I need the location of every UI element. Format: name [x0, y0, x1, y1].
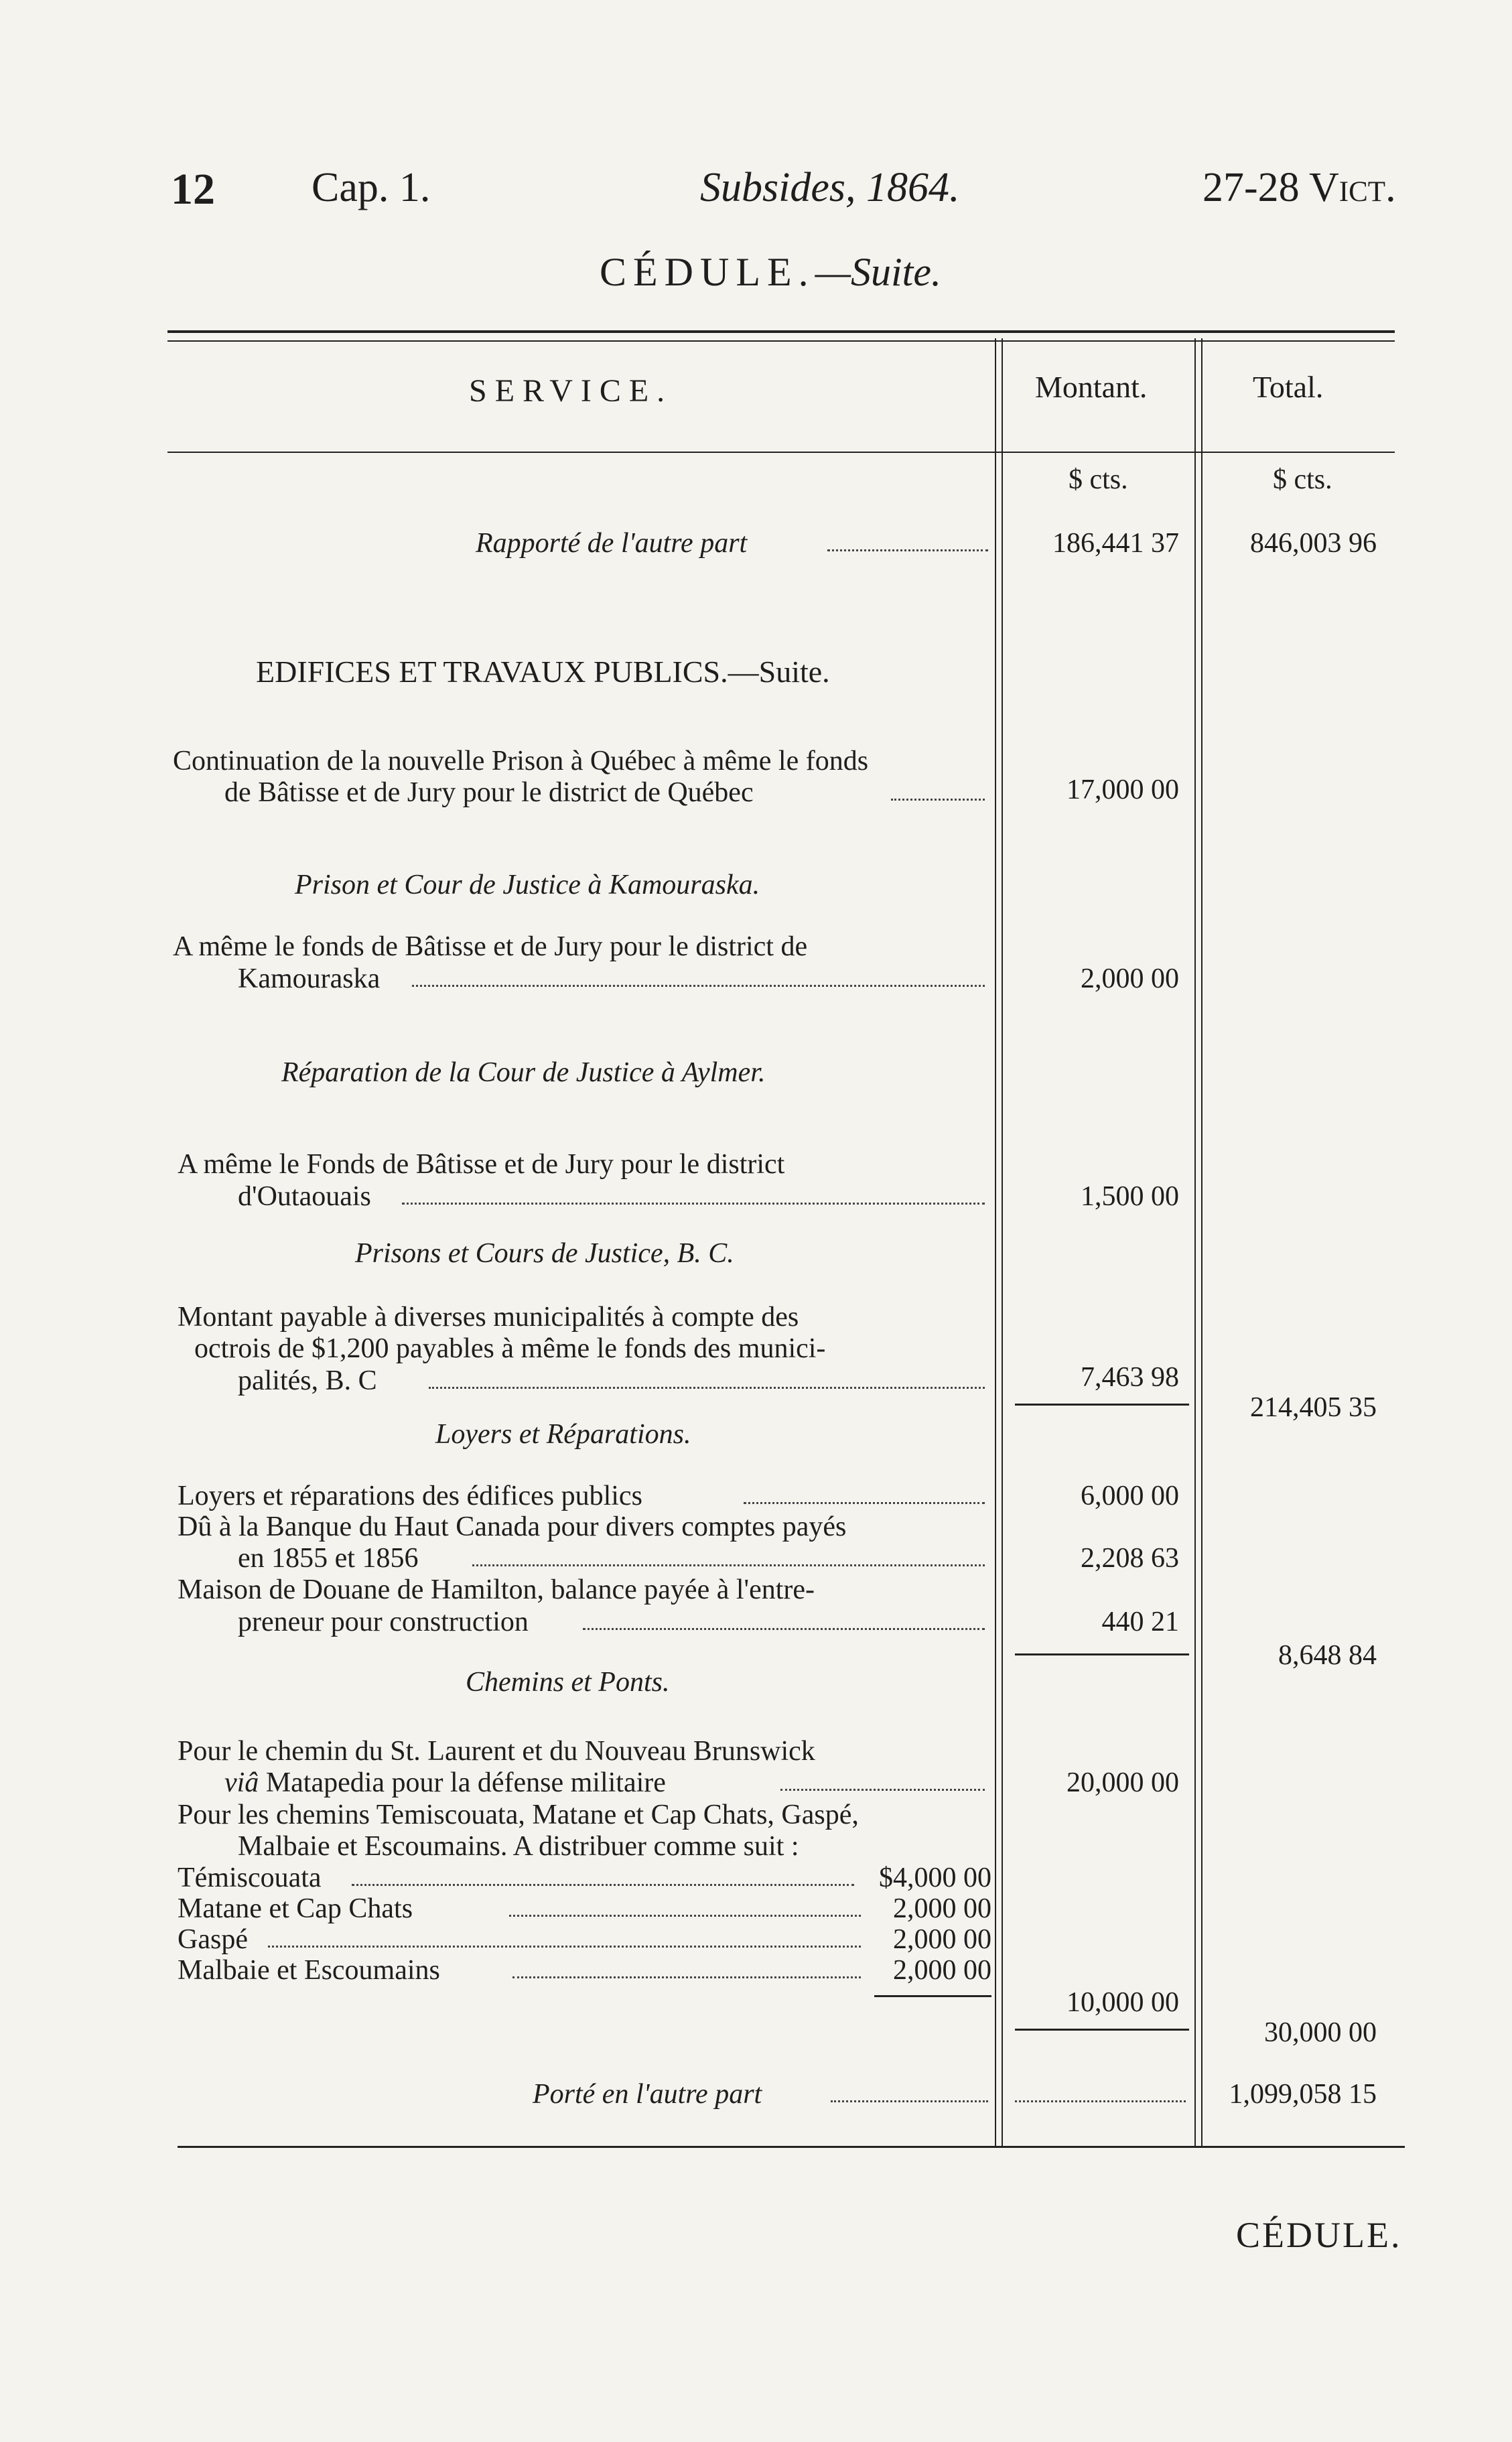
kamouraska-line1: A même le fonds de Bâtisse et de Jury pour le district de: [173, 931, 808, 962]
brought-forward-total: 846,003 96: [1250, 528, 1377, 559]
subtotal-rule: [1015, 1404, 1189, 1406]
subtotal-rule: [1015, 2029, 1189, 2031]
kamouraska-amount: 2,000 00: [1081, 963, 1179, 994]
brought-forward-label: Rapporté de l'autre part: [476, 528, 748, 559]
leader-dots: [827, 549, 988, 551]
quebec-prison-line2: de Bâtisse et de Jury pour le district de Québec: [224, 777, 754, 808]
leader-dots: [402, 1203, 985, 1205]
malbaie-label: Malbaie et Escoumains: [178, 1955, 440, 1986]
loyers-amount2: 2,208 63: [1081, 1543, 1179, 1574]
aylmer-line1: A même le Fonds de Bâtisse et de Jury pour le district: [178, 1149, 785, 1180]
kamouraska-line2: Kamouraska: [238, 963, 381, 994]
leader-dots: [509, 1915, 861, 1917]
chemins-line1a: Pour le chemin du St. Laurent et du Nouveau Brunswick: [178, 1736, 815, 1767]
section-subtotal-3: 30,000 00: [1264, 2017, 1377, 2048]
leader-dots: [1015, 2100, 1186, 2102]
matane-amount: 2,000 00: [893, 1893, 991, 1924]
prisons-bc-heading: Prisons et Cours de Justice, B. C.: [355, 1238, 734, 1269]
leader-dots: [831, 2100, 988, 2102]
leader-dots: [412, 985, 985, 987]
leader-dots: [744, 1502, 985, 1504]
loyers-amount3: 440 21: [1101, 1607, 1179, 1637]
chemins-line2a: Pour les chemins Temiscouata, Matane et Cap Chats, Gaspé,: [178, 1800, 859, 1830]
subtotal-rule: [1015, 1653, 1189, 1655]
aylmer-amount: 1,500 00: [1081, 1181, 1179, 1212]
loyers-line3a: Maison de Douane de Hamilton, balance payée à l'entre-: [178, 1574, 815, 1605]
leader-dots: [891, 799, 985, 801]
section-title: EDIFICES ET TRAVAUX PUBLICS.—Suite.: [256, 655, 830, 689]
reign-label: 27-28 Vict.: [1202, 165, 1396, 210]
chemins-amount1: 20,000 00: [1067, 1767, 1179, 1798]
loyers-line1: Loyers et réparations des édifices publics: [178, 1481, 642, 1511]
chemins-heading: Chemins et Ponts.: [466, 1667, 670, 1698]
leader-dots: [583, 1628, 985, 1630]
sub-rule: [874, 1995, 991, 1997]
prisons-bc-amount: 7,463 98: [1081, 1362, 1179, 1393]
prisons-bc-line2: octrois de $1,200 payables à même le fonds des munici-: [194, 1333, 826, 1364]
gaspe-label: Gaspé: [178, 1924, 248, 1955]
carried-forward-total: 1,099,058 15: [1229, 2079, 1377, 2110]
loyers-line2b: en 1855 et 1856: [238, 1543, 419, 1574]
loyers-line2a: Dû à la Banque du Haut Canada pour divers comptes payés: [178, 1511, 847, 1542]
leader-dots: [472, 1564, 985, 1566]
loyers-heading: Loyers et Réparations.: [435, 1419, 691, 1450]
col-divider-2b: [1201, 338, 1202, 2147]
bottom-rule: [178, 2146, 1405, 2148]
loyers-line3b: preneur pour construction: [238, 1607, 529, 1637]
matane-label: Matane et Cap Chats: [178, 1893, 413, 1924]
prisons-bc-line1: Montant payable à diverses municipalités à compte des: [178, 1302, 799, 1333]
chemins-line2b: Malbaie et Escoumains. A distribuer comme suit :: [238, 1831, 799, 1862]
chemins-amount2: 10,000 00: [1067, 1987, 1179, 2018]
gaspe-amount: 2,000 00: [893, 1924, 991, 1955]
aylmer-line2: d'Outaouais: [238, 1181, 371, 1212]
leader-dots: [268, 1946, 861, 1948]
aylmer-heading: Réparation de la Cour de Justice à Aylmer.: [281, 1057, 766, 1088]
temiscouata-amount: $4,000 00: [879, 1862, 991, 1893]
kamouraska-heading: Prison et Cour de Justice à Kamouraska.: [295, 870, 760, 900]
section-subtotal-1: 214,405 35: [1250, 1392, 1377, 1423]
carried-forward-label: Porté en l'autre part: [533, 2079, 762, 2110]
top-rule-thick: [167, 330, 1395, 333]
brought-forward-montant: 186,441 37: [1052, 528, 1179, 559]
quebec-prison-line1: Continuation de la nouvelle Prison à Québec à même le fonds: [173, 746, 869, 776]
footer-catchword: CÉDULE.: [1236, 2215, 1402, 2255]
chemins-line1b: viâ Matapedia pour la défense militaire: [224, 1767, 666, 1798]
leader-dots: [780, 1789, 985, 1791]
malbaie-amount: 2,000 00: [893, 1955, 991, 1986]
top-rule-thin: [167, 340, 1395, 342]
page-number: 12: [171, 165, 215, 214]
col-divider-2a: [1194, 338, 1196, 2147]
leader-dots: [352, 1884, 854, 1886]
leader-dots: [429, 1387, 985, 1389]
total-column-header: Total.: [1253, 370, 1324, 404]
prisons-bc-line3: palités, B. C: [238, 1365, 377, 1396]
montant-column-header: Montant.: [1035, 370, 1148, 404]
leader-dots: [512, 1976, 861, 1978]
section-subtotal-2: 8,648 84: [1278, 1640, 1377, 1671]
service-column-header: SERVICE.: [469, 373, 673, 409]
col-divider-1b: [1002, 338, 1003, 2147]
header-rule: [167, 452, 1395, 453]
col-divider-1a: [995, 338, 996, 2147]
loyers-amount1: 6,000 00: [1081, 1481, 1179, 1511]
quebec-prison-amount: 17,000 00: [1067, 774, 1179, 805]
montant-units: $ cts.: [1069, 464, 1128, 495]
total-units: $ cts.: [1273, 464, 1332, 495]
running-title: Subsides, 1864.: [700, 165, 960, 210]
schedule-title: CÉDULE.—Suite.: [600, 250, 941, 294]
temiscouata-label: Témiscouata: [178, 1862, 322, 1893]
chapter-label: Cap. 1.: [312, 165, 431, 210]
